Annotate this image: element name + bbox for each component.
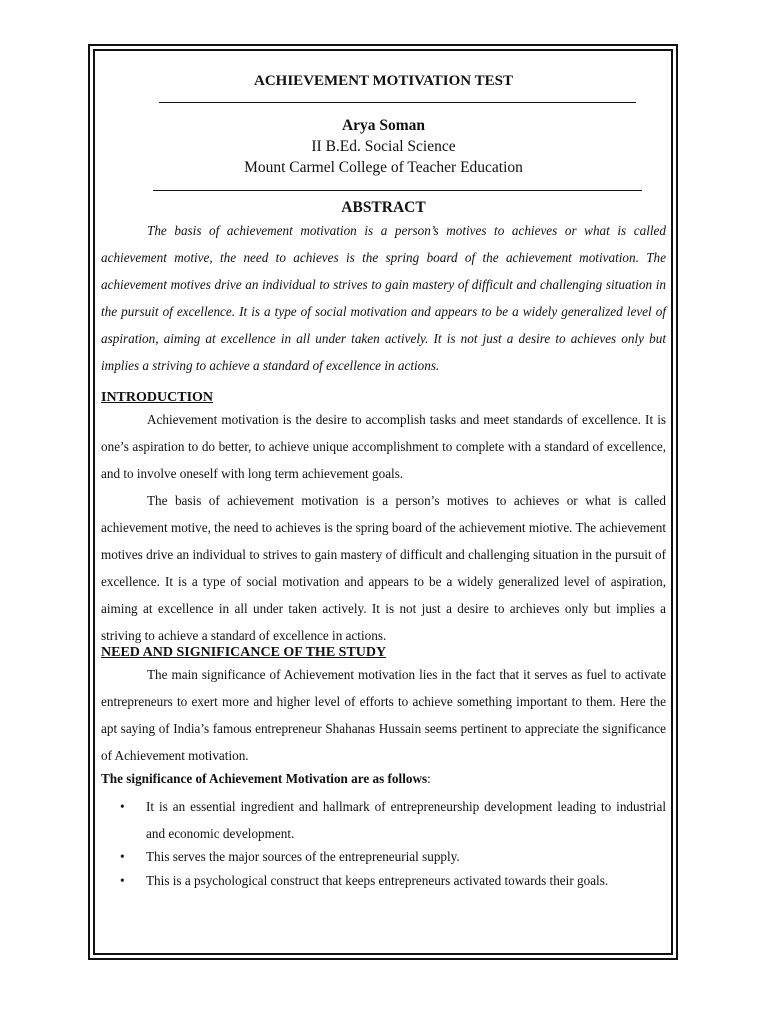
list-item (101, 847, 666, 867)
significance-list-heading (101, 769, 666, 789)
list-item-text: This serves the major sources of the entrepreneurial supply. (146, 849, 460, 864)
introduction-paragraph-1: Achievement motivation is the desire to accomplish tasks and meet standards of excellence. It is one’s aspiration to do better, to achieve unique accomplishment to complete with a standard of excellence, and to involve oneself with long term achievement goals. (101, 412, 666, 481)
author-block (101, 115, 666, 178)
bullet-icon: • (120, 799, 125, 814)
list-item (101, 867, 666, 894)
author-name: Arya Soman (341, 117, 426, 134)
author-college: Mount Carmel College of Teacher Education (244, 159, 523, 176)
introduction-heading: INTRODUCTION (101, 390, 214, 405)
significance-list-heading-colon: : (427, 771, 431, 786)
bullet-icon: • (120, 873, 125, 888)
list-item-text: This is a psychological construct that keeps entrepreneurs activated towards their goals. (146, 873, 609, 888)
document-body (101, 70, 666, 894)
significance-list-heading-text: The significance of Achievement Motivation are as follows (101, 771, 428, 786)
author-course: II B.Ed. Social Science (311, 138, 456, 155)
introduction-paragraph-2: The basis of achievement motivation is a person’s motives to achieves or what is called achievement motive, the need to achieves is the spring board of the achievement miotive. The achievement motives drive an individual to strives to gain mastery of difficult and challenging situation in the pursuit of excellence. It is a type of social motivation and appears to be a widely generalized level of aspiration, aiming at excellence in all under taken actively. It is not just a desire to archieves only but implies a striving to achieve a standard of excellence in actions. (101, 493, 666, 643)
significance-list (101, 793, 666, 894)
need-significance-heading: NEED AND SIGNIFICANCE OF THE STUDY (101, 645, 387, 660)
list-item (101, 793, 666, 847)
abstract-heading: ABSTRACT (341, 199, 426, 216)
document-title: ACHIEVEMENT MOTIVATION TEST (254, 73, 513, 89)
need-significance-paragraph: The main significance of Achievement motivation lies in the fact that it serves as fuel to activate entrepreneurs to exert more and higher level of efforts to achieve something important to them. Here the apt saying of India’s famous entrepreneur Shahanas Hussain seems pertinent to appreciate the significance of Achievement motivation. (101, 667, 666, 763)
author-divider (153, 190, 642, 191)
title-divider (159, 102, 636, 103)
list-item-text: It is an essential ingredient and hallmark of entrepreneurship development leading to industrial and economic development. (146, 799, 666, 841)
bullet-icon: • (120, 849, 125, 864)
abstract-text: The basis of achievement motivation is a person’s motives to achieves or what is called achievement motive, the need to achieves is the spring board of the achievement motivation. The achievement motives drive an individual to strives to gain mastery of difficult and challenging situation in the pursuit of excellence. It is a type of social motivation and appears to be a widely generalized level of aspiration, aiming at excellence in all under taken actively. It is not just a desire to achieves only but implies a striving to achieve a standard of excellence in actions. (101, 223, 666, 373)
